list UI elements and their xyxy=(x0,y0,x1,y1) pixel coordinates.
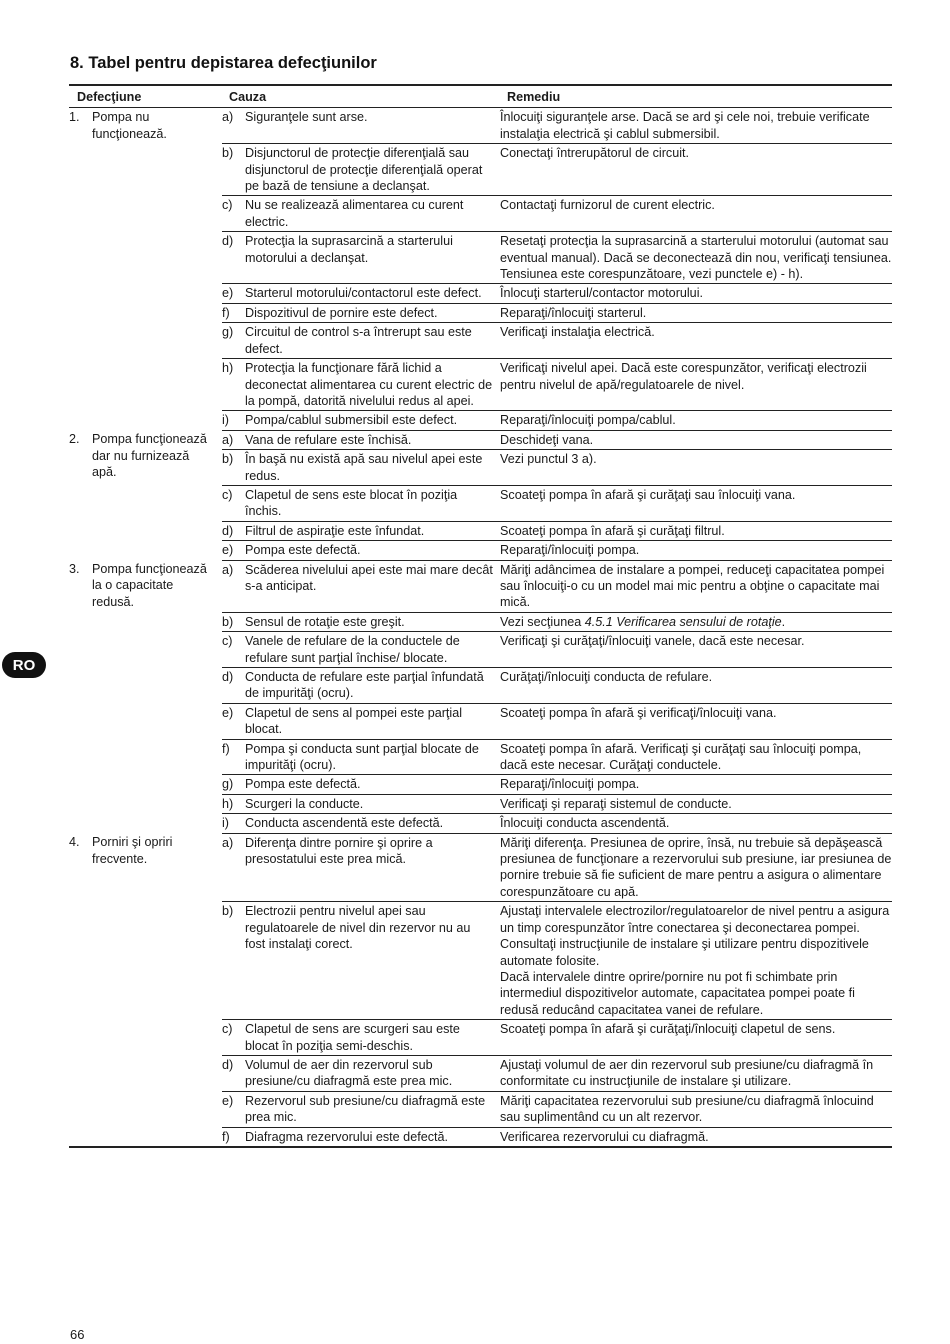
cause-text: Protecţia la funcţionare fără lichid a deconectat alimentarea cu curent electric de la pompă, datorită nivelului redus al apei. xyxy=(245,361,493,408)
remedy-text: Contactaţi furnizorul de curent electric. xyxy=(500,198,715,213)
table-row xyxy=(69,430,892,449)
remedy-text: Conectaţi întrerupătorul de circuit. xyxy=(500,146,689,161)
remedy-text: Scoateţi pompa în afară şi curăţaţi filtrul. xyxy=(500,523,725,538)
fault-number: 4. xyxy=(69,835,80,850)
fault-number: 1. xyxy=(69,110,80,125)
cause-wrap xyxy=(222,776,500,792)
cause-wrap xyxy=(222,1129,500,1145)
cause-text: Scăderea nivelului apei este mai mare decât s-a anticipat. xyxy=(245,562,493,593)
cause-letter: a) xyxy=(222,432,234,447)
cause-text: Pompa şi conducta sunt parţial blocate de impurităţi (ocru). xyxy=(245,741,479,773)
cause-text: Scurgeri la conducte. xyxy=(245,796,364,811)
cause-cell xyxy=(222,521,500,540)
remedy-text: Reparaţi/înlocuiţi pompa. xyxy=(500,543,640,558)
remedy-cell xyxy=(500,196,892,232)
cause-letter: i) xyxy=(222,413,229,428)
cause-wrap xyxy=(222,1057,500,1090)
cause-wrap xyxy=(222,145,500,194)
cause-wrap xyxy=(222,360,500,409)
cause-text: Conducta de refulare este parţial înfundată de impurităţi (ocru). xyxy=(245,670,484,701)
remedy-cell xyxy=(500,541,892,560)
cause-cell xyxy=(222,232,500,284)
cause-wrap xyxy=(222,324,500,357)
fault-wrap xyxy=(69,834,222,867)
remedy-text: Înlocuţi starterul/contactor motorului. xyxy=(500,286,703,301)
remedy-cell xyxy=(500,411,892,430)
cause-wrap xyxy=(222,903,500,952)
remedy-cell xyxy=(500,521,892,540)
cause-letter: i) xyxy=(222,816,229,831)
cause-cell xyxy=(222,485,500,521)
fault-wrap xyxy=(69,561,222,610)
cause-letter: h) xyxy=(222,361,234,376)
troubleshooting-table xyxy=(69,84,892,1148)
cause-cell xyxy=(222,739,500,775)
cause-cell xyxy=(222,108,500,144)
cause-letter: b) xyxy=(222,146,234,161)
table-header-row xyxy=(69,85,892,108)
fault-cell xyxy=(69,430,222,560)
cause-cell xyxy=(222,775,500,794)
remedy-text: Curăţaţi/înlocuiţi conducta de refulare. xyxy=(500,670,713,684)
remedy-cell xyxy=(500,902,892,1020)
cause-wrap xyxy=(222,451,500,484)
cause-wrap xyxy=(222,197,500,230)
cause-letter: c) xyxy=(222,487,233,502)
cause-wrap xyxy=(222,669,500,702)
cause-cell xyxy=(222,833,500,902)
cause-letter: e) xyxy=(222,286,234,301)
cause-cell xyxy=(222,359,500,411)
remedy-cell xyxy=(500,284,892,303)
cause-letter: g) xyxy=(222,777,234,792)
cause-cell xyxy=(222,1020,500,1056)
remedy-cell xyxy=(500,485,892,521)
cause-wrap xyxy=(222,432,500,448)
cause-letter: e) xyxy=(222,705,234,720)
cause-letter: c) xyxy=(222,198,233,213)
cause-letter: f) xyxy=(222,1129,230,1144)
remedy-text: Scoateţi pompa în afară şi curăţaţi/înlocuiţi clapetul de sens. xyxy=(500,1022,836,1037)
cause-wrap xyxy=(222,233,500,266)
remedy-text: Vezi punctul 3 a). xyxy=(500,452,597,467)
remedy-cell xyxy=(500,303,892,322)
fault-wrap xyxy=(69,109,222,142)
cause-wrap xyxy=(222,562,500,595)
cause-letter: e) xyxy=(222,543,234,558)
cause-cell xyxy=(222,430,500,449)
cause-wrap xyxy=(222,285,500,301)
cause-letter: d) xyxy=(222,1057,234,1072)
remedy-cell xyxy=(500,612,892,631)
fault-cell xyxy=(69,833,222,1147)
cause-cell xyxy=(222,703,500,739)
remedy-text: Reparaţi/înlocuiţi starterul. xyxy=(500,305,647,320)
cause-cell xyxy=(222,1091,500,1127)
table-row xyxy=(69,560,892,612)
cause-text: Nu se realizează alimentarea cu curent electric. xyxy=(245,198,464,229)
remedy-cell xyxy=(500,1091,892,1127)
table-row xyxy=(69,108,892,144)
cause-letter: b) xyxy=(222,452,234,467)
cause-cell xyxy=(222,612,500,631)
cause-text: Dispozitivul de pornire este defect. xyxy=(245,305,438,320)
remedy-text: Măriţi adâncimea de instalare a pompei, reduceţi capacitatea pompei sau înlocuiţi-o cu un model mai mic pentru a obţine o capacitate mai mică. xyxy=(500,562,885,610)
cause-cell xyxy=(222,450,500,486)
remedy-reference: 4.5.1 Verificarea sensului de rotaţie xyxy=(584,614,782,629)
fault-number: 3. xyxy=(69,562,80,577)
cause-text: Filtrul de aspiraţie este înfundat. xyxy=(245,523,425,538)
cause-letter: b) xyxy=(222,904,234,919)
remedy-text: Verificaţi instalaţia electrică. xyxy=(500,325,655,340)
cause-letter: a) xyxy=(222,835,234,850)
cause-text: Pompa este defectă. xyxy=(245,543,361,558)
remedy-cell xyxy=(500,359,892,411)
page-title: 8. Tabel pentru depistarea defecţiunilor xyxy=(70,54,377,72)
cause-wrap xyxy=(222,109,500,125)
remedy-text: Înlocuiţi conducta ascendentă. xyxy=(500,816,670,831)
cause-text: Clapetul de sens este blocat în poziţia închis. xyxy=(245,487,458,519)
remedy-text-end: . xyxy=(781,614,786,629)
remedy-cell xyxy=(500,794,892,813)
cause-cell xyxy=(222,902,500,1020)
header-remedy: Remediu xyxy=(500,85,892,108)
cause-wrap xyxy=(222,487,500,520)
cause-text: Circuitul de control s-a întrerupt sau este defect. xyxy=(245,325,472,356)
cause-text: Vanele de refulare de la conductele de refulare sunt parţial închise/ blocate. xyxy=(245,634,460,665)
remedy-cell xyxy=(500,560,892,612)
cause-cell xyxy=(222,541,500,560)
cause-wrap xyxy=(222,523,500,539)
remedy-cell xyxy=(500,814,892,833)
remedy-text: Ajustaţi volumul de aer din rezervorul sub presiune/cu diafragmă în conformitate cu instrucţiunile de instalare şi utilizare. xyxy=(500,1057,874,1089)
remedy-cell xyxy=(500,739,892,775)
cause-wrap xyxy=(222,1093,500,1126)
remedy-text xyxy=(500,614,892,630)
cause-wrap xyxy=(222,1021,500,1054)
fault-number: 2. xyxy=(69,432,80,447)
remedy-cell xyxy=(500,833,892,902)
cause-letter: d) xyxy=(222,670,234,684)
fault-cell xyxy=(69,560,222,833)
remedy-text: Verificaţi şi curăţaţi/înlocuiţi vanele, dacă este necesar. xyxy=(500,634,805,649)
remedy-text: Scoateţi pompa în afară. Verificaţi şi curăţaţi sau înlocuiţi pompa, dacă este necesar. Curăţaţi conductele. xyxy=(500,741,862,773)
page-number: 66 xyxy=(70,1327,85,1342)
remedy-text: Resetaţi protecţia la suprasarcină a starterului motorului (automat sau eventual manual). Dacă se deconectează din nou, verificaţi tensiunea. Tensiunea este corespunzătoare, vezi punctele e) - h). xyxy=(500,234,892,282)
remedy-text: Măriţi diferenţa. Presiunea de oprire, însă, nu trebuie să depăşească presiunea de funcţionare a rezervorului sub presiune, iar presiunea de pornire trebuie să fie suficient de mare pentru a asigura o alimentare corespunzătoare cu apă. xyxy=(500,835,892,899)
remedy-text: Înlocuiţi siguranţele arse. Dacă se ard şi cele noi, trebuie verificate instalaţia electrică şi cablul submersibil. xyxy=(500,110,870,141)
cause-cell xyxy=(222,303,500,322)
remedy-cell xyxy=(500,108,892,144)
cause-text: Diferenţa dintre pornire şi oprire a presostatului este prea mică. xyxy=(245,835,433,867)
table-row xyxy=(69,833,892,902)
cause-wrap xyxy=(222,542,500,558)
cause-cell xyxy=(222,323,500,359)
cause-letter: c) xyxy=(222,634,233,649)
cause-letter: c) xyxy=(222,1022,233,1037)
cause-wrap xyxy=(222,614,500,630)
remedy-cell xyxy=(500,450,892,486)
remedy-cell xyxy=(500,144,892,196)
remedy-cell xyxy=(500,775,892,794)
remedy-text: Deschideţi vana. xyxy=(500,432,594,447)
cause-letter: f) xyxy=(222,305,230,320)
cause-cell xyxy=(222,411,500,430)
language-badge: RO xyxy=(2,652,46,678)
header-cause: Cauza xyxy=(222,85,500,108)
remedy-text-start: Vezi secţiunea xyxy=(500,614,585,629)
cause-letter: b) xyxy=(222,614,234,629)
cause-cell xyxy=(222,284,500,303)
remedy-text: Verificarea rezervorului cu diafragmă. xyxy=(500,1129,709,1144)
remedy-cell xyxy=(500,430,892,449)
cause-text: Clapetul de sens are scurgeri sau este blocat în poziţia semi-deschis. xyxy=(245,1022,460,1053)
remedy-cell xyxy=(500,1020,892,1056)
remedy-text: Măriţi capacitatea rezervorului sub presiune/cu diafragmă înlocuind sau suplimentând cu un alt rezervor. xyxy=(500,1093,874,1125)
cause-letter: e) xyxy=(222,1093,234,1108)
remedy-text: Reparaţi/înlocuiţi pompa/cablul. xyxy=(500,413,676,428)
remedy-cell xyxy=(500,232,892,284)
remedy-text: Scoateţi pompa în afară şi verificaţi/înlocuiţi vana. xyxy=(500,705,777,720)
cause-cell xyxy=(222,1127,500,1147)
cause-text: Sensul de rotaţie este greşit. xyxy=(245,614,405,629)
cause-cell xyxy=(222,814,500,833)
remedy-cell xyxy=(500,1127,892,1147)
fault-text: Pompa funcţionează la o capacitate redusă. xyxy=(92,562,207,609)
cause-letter: g) xyxy=(222,325,234,340)
remedy-text: Ajustaţi intervalele electrozilor/regulatoarelor de nivel pentru a asigura un timp corespunzător între conectarea şi deconectarea pompei. Consultaţi instrucţiunile de instalare şi utilizare pentru dispozitivele automate folosite. xyxy=(500,904,890,968)
cause-cell xyxy=(222,196,500,232)
cause-text: Electrozii pentru nivelul apei sau regulatoarele de nivel din rezervor nu au fost instalaţi corect. xyxy=(245,904,471,952)
cause-text: Pompa/cablul submersibil este defect. xyxy=(245,413,458,428)
cause-letter: h) xyxy=(222,796,234,811)
cause-wrap xyxy=(222,741,500,774)
cause-cell xyxy=(222,560,500,612)
cause-wrap xyxy=(222,412,500,428)
remedy-text: Scoateţi pompa în afară şi curăţaţi sau înlocuiţi vana. xyxy=(500,487,796,502)
remedy-text: Verificaţi şi reparaţi sistemul de conducte. xyxy=(500,796,732,811)
table-body xyxy=(69,108,892,1147)
cause-text: Starterul motorului/contactorul este defect. xyxy=(245,286,482,301)
fault-text: Porniri şi opriri frecvente. xyxy=(92,835,173,866)
cause-cell xyxy=(222,1055,500,1091)
cause-letter: f) xyxy=(222,741,230,756)
remedy-text: Verificaţi nivelul apei. Dacă este corespunzător, verificaţi electrozii pentru nivelul de apă/regulatoarele de nivel. xyxy=(500,361,867,392)
cause-text: Pompa este defectă. xyxy=(245,777,361,792)
cause-cell xyxy=(222,144,500,196)
remedy-text: Reparaţi/înlocuiţi pompa. xyxy=(500,777,640,792)
cause-cell xyxy=(222,668,500,704)
cause-cell xyxy=(222,632,500,668)
cause-cell xyxy=(222,794,500,813)
cause-letter: d) xyxy=(222,234,234,249)
remedy-cell xyxy=(500,703,892,739)
cause-text: Protecţia la suprasarcină a starterului motorului a declanşat. xyxy=(245,234,453,265)
cause-text: Conducta ascendentă este defectă. xyxy=(245,816,444,831)
cause-wrap xyxy=(222,705,500,738)
cause-text: În başă nu există apă sau nivelul apei este redus. xyxy=(245,452,483,483)
remedy-cell xyxy=(500,1055,892,1091)
cause-text: Disjunctorul de protecţie diferenţială sau disjunctorul de protecţie diferenţială operat pe bază de tensiune a declanşat. xyxy=(245,146,483,194)
cause-letter: a) xyxy=(222,110,234,125)
cause-wrap xyxy=(222,815,500,831)
remedy-cell xyxy=(500,323,892,359)
remedy-cell xyxy=(500,668,892,704)
cause-letter: d) xyxy=(222,523,234,538)
cause-text: Volumul de aer din rezervorul sub presiune/cu diafragmă este prea mic. xyxy=(245,1057,453,1089)
remedy-text-2: Dacă intervalele dintre oprire/pornire nu pot fi schimbate prin intermediul dispozitivelor automate, capacitatea pompei poate fi redusă reducând capacitatea vanei de refulare. xyxy=(500,969,855,1017)
cause-wrap xyxy=(222,633,500,666)
fault-text: Pompa nu funcţionează. xyxy=(92,110,167,141)
fault-text: Pompa funcţionează dar nu furnizează apă. xyxy=(92,432,207,480)
cause-wrap xyxy=(222,305,500,321)
header-fault: Defecţiune xyxy=(69,85,222,108)
fault-wrap xyxy=(69,431,222,480)
cause-wrap xyxy=(222,835,500,868)
cause-text: Siguranţele sunt arse. xyxy=(245,110,368,125)
cause-text: Vana de refulare este închisă. xyxy=(245,432,412,447)
remedy-cell xyxy=(500,632,892,668)
cause-letter: a) xyxy=(222,562,234,577)
cause-text: Rezervorul sub presiune/cu diafragmă este prea mic. xyxy=(245,1093,486,1125)
cause-wrap xyxy=(222,796,500,812)
fault-cell xyxy=(69,108,222,430)
cause-text: Diafragma rezervorului este defectă. xyxy=(245,1129,448,1144)
cause-text: Clapetul de sens al pompei este parţial blocat. xyxy=(245,705,463,737)
